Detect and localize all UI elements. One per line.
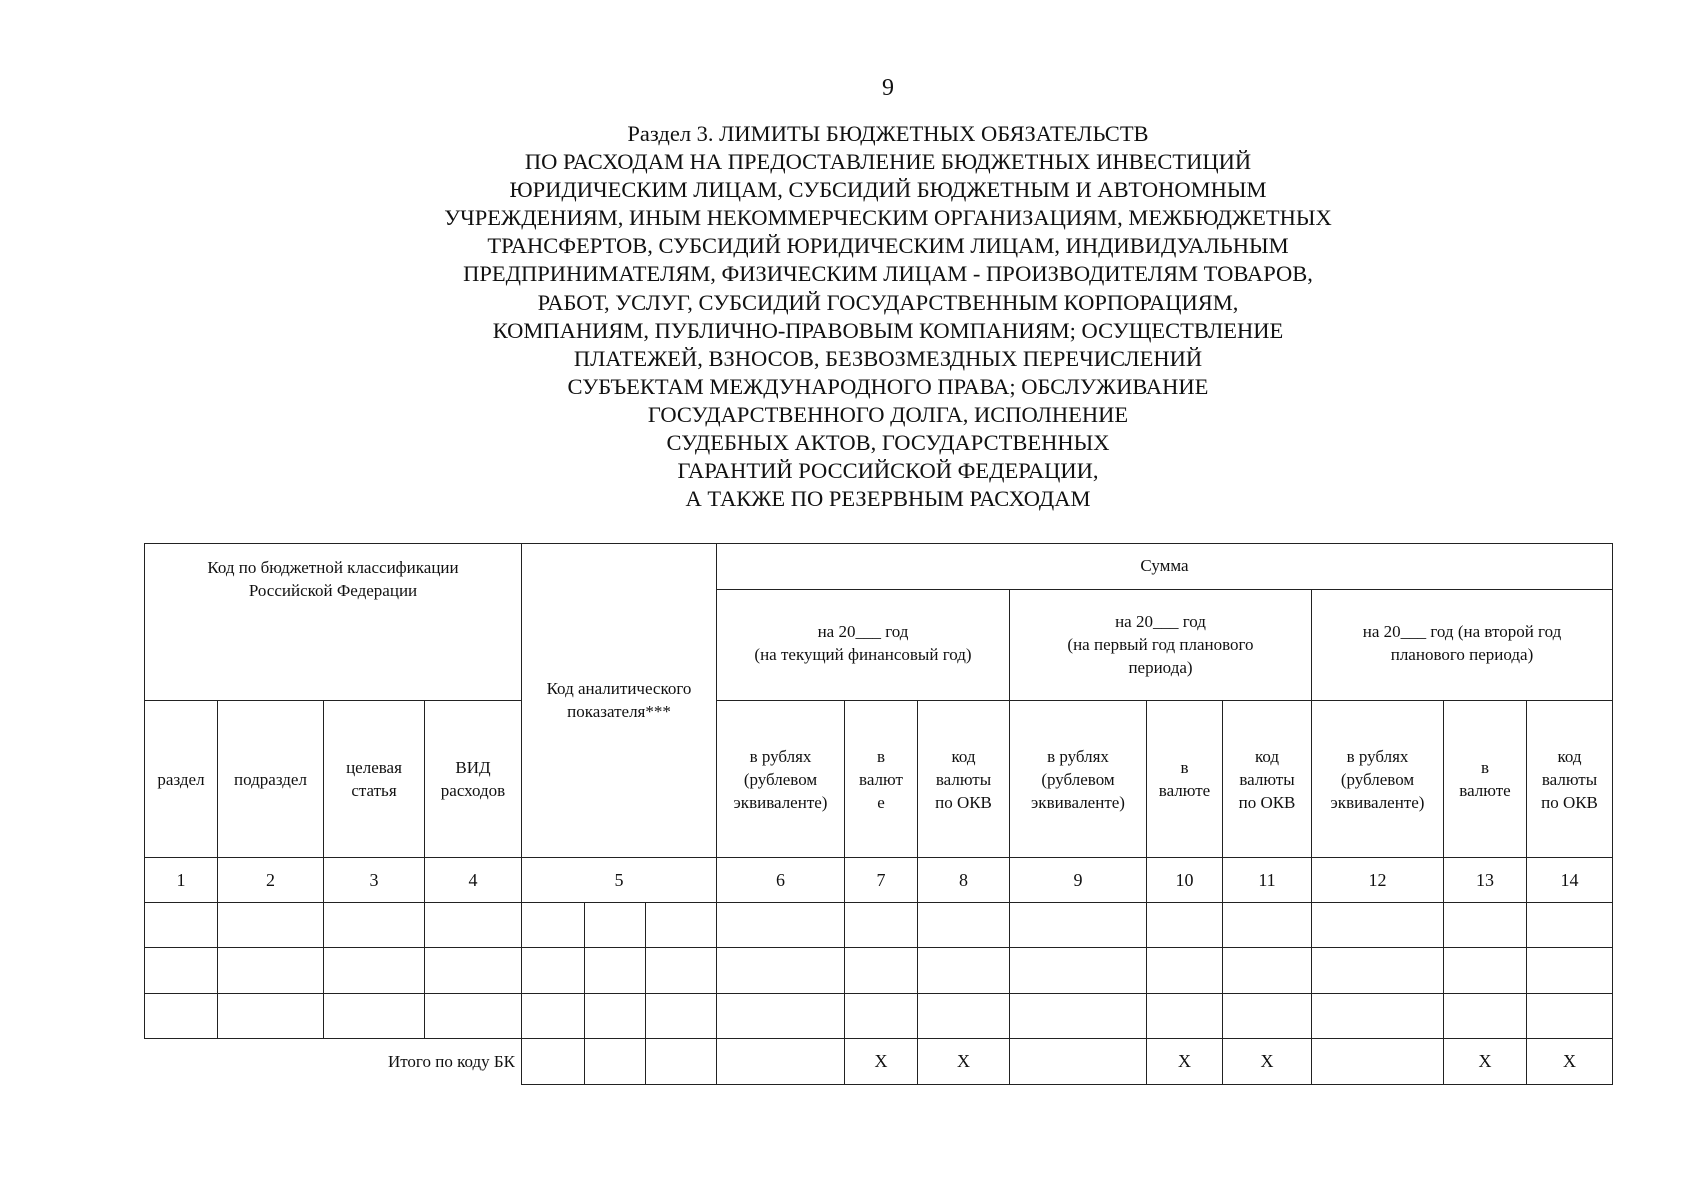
table-cell[interactable] — [1223, 994, 1312, 1039]
x-mark: X — [918, 1039, 1010, 1085]
kbk-header: Код по бюджетной классификации Российской Федерации — [145, 544, 522, 701]
column-number: 11 — [1223, 858, 1312, 903]
x-mark: X — [1444, 1039, 1527, 1085]
table-cell[interactable] — [145, 994, 218, 1039]
title-line: ПРЕДПРИНИМАТЕЛЯМ, ФИЗИЧЕСКИМ ЛИЦАМ - ПРОИЗВОДИТЕЛЯМ ТОВАРОВ, — [463, 261, 1313, 287]
table-cell[interactable] — [646, 948, 717, 994]
column-number: 10 — [1147, 858, 1223, 903]
col-okv-header: код валюты по ОКВ — [918, 701, 1010, 858]
title-line: ПО РАСХОДАМ НА ПРЕДОСТАВЛЕНИЕ БЮДЖЕТНЫХ ИНВЕСТИЦИЙ — [524, 149, 1252, 175]
title-line: СУБЪЕКТАМ МЕЖДУНАРОДНОГО ПРАВА; ОБСЛУЖИВАНИЕ — [567, 373, 1209, 399]
table-cell[interactable] — [1010, 1039, 1147, 1085]
table-cell[interactable] — [145, 903, 218, 948]
table-cell[interactable] — [1444, 903, 1527, 948]
table-cell[interactable] — [324, 994, 425, 1039]
table-cell[interactable] — [1223, 903, 1312, 948]
table-cell[interactable] — [646, 903, 717, 948]
table-row — [145, 903, 1613, 948]
title-line: СУДЕБНЫХ АКТОВ, ГОСУДАРСТВЕННЫХ — [666, 430, 1110, 456]
table-cell[interactable] — [1010, 903, 1147, 948]
col-razdel-header: раздел — [145, 701, 218, 858]
x-mark: X — [1147, 1039, 1223, 1085]
x-mark: X — [1223, 1039, 1312, 1085]
table-cell[interactable] — [918, 903, 1010, 948]
title-line: КОМПАНИЯМ, ПУБЛИЧНО-ПРАВОВЫМ КОМПАНИЯМ; ОСУЩЕСТВЛЕНИЕ — [492, 317, 1284, 343]
table-cell[interactable] — [522, 994, 585, 1039]
table-cell[interactable] — [1010, 994, 1147, 1039]
table-cell[interactable] — [1010, 948, 1147, 994]
x-mark: X — [845, 1039, 918, 1085]
table-cell[interactable] — [845, 994, 918, 1039]
table-cell[interactable] — [717, 994, 845, 1039]
col-rub-header: в рублях (рублевом эквиваленте) — [717, 701, 845, 858]
sum-header: Сумма — [717, 544, 1613, 590]
table-cell[interactable] — [646, 1039, 717, 1085]
limits-table — [144, 543, 1613, 1085]
title-line: УЧРЕЖДЕНИЯМ, ИНЫМ НЕКОММЕРЧЕСКИМ ОРГАНИЗАЦИЯМ, МЕЖБЮДЖЕТНЫХ — [444, 205, 1332, 231]
table-cell[interactable] — [145, 948, 218, 994]
col-rub-header: в рублях (рублевом эквиваленте) — [1010, 701, 1147, 858]
period-current-header: на 20___ год (на текущий финансовый год) — [717, 590, 1010, 701]
table-cell[interactable] — [1147, 903, 1223, 948]
table-cell[interactable] — [1312, 903, 1444, 948]
table-row — [145, 994, 1613, 1039]
col-val-header: в валюте — [1147, 701, 1223, 858]
col-podrazdel-header: подраздел — [218, 701, 324, 858]
table-cell[interactable] — [585, 994, 646, 1039]
section-title — [0, 120, 1698, 513]
col-okv-header: код валюты по ОКВ — [1527, 701, 1613, 858]
title-line: Раздел 3. ЛИМИТЫ БЮДЖЕТНЫХ ОБЯЗАТЕЛЬСТВ — [627, 121, 1149, 146]
title-line: А ТАКЖЕ ПО РЕЗЕРВНЫМ РАСХОДАМ — [685, 486, 1091, 512]
col-rub-header: в рублях (рублевом эквиваленте) — [1312, 701, 1444, 858]
table-cell[interactable] — [1444, 948, 1527, 994]
total-label: Итого по коду БК — [145, 1039, 522, 1085]
table-cell[interactable] — [845, 903, 918, 948]
column-number: 7 — [845, 858, 918, 903]
table-cell[interactable] — [585, 903, 646, 948]
page-number: 9 — [882, 75, 894, 101]
column-number: 5 — [522, 858, 717, 903]
table-cell[interactable] — [646, 994, 717, 1039]
x-mark: X — [1527, 1039, 1613, 1085]
table-cell[interactable] — [585, 1039, 646, 1085]
title-line: ГАРАНТИЙ РОССИЙСКОЙ ФЕДЕРАЦИИ, — [677, 458, 1099, 484]
table-cell[interactable] — [1223, 948, 1312, 994]
table-cell[interactable] — [918, 994, 1010, 1039]
column-number: 13 — [1444, 858, 1527, 903]
period-first-header: на 20___ год (на первый год планового периода) — [1010, 590, 1312, 701]
column-number-row — [145, 858, 1613, 903]
table-cell[interactable] — [717, 948, 845, 994]
table-cell[interactable] — [717, 903, 845, 948]
col-val-header: в валюте — [1444, 701, 1527, 858]
table-cell[interactable] — [425, 994, 522, 1039]
column-number: 6 — [717, 858, 845, 903]
table-cell[interactable] — [1312, 1039, 1444, 1085]
table-cell[interactable] — [918, 948, 1010, 994]
col-okv-header: код валюты по ОКВ — [1223, 701, 1312, 858]
table-cell[interactable] — [522, 903, 585, 948]
table-cell[interactable] — [717, 1039, 845, 1085]
title-line: РАБОТ, УСЛУГ, СУБСИДИЙ ГОСУДАРСТВЕННЫМ КОРПОРАЦИЯМ, — [537, 289, 1239, 315]
table-cell[interactable] — [218, 903, 324, 948]
table-cell[interactable] — [324, 948, 425, 994]
table-cell[interactable] — [845, 948, 918, 994]
period-second-header: на 20___ год (на второй год планового периода) — [1312, 590, 1613, 701]
table-cell[interactable] — [425, 948, 522, 994]
column-number: 9 — [1010, 858, 1147, 903]
total-row — [145, 1039, 1613, 1085]
column-number: 2 — [218, 858, 324, 903]
table-cell[interactable] — [522, 1039, 585, 1085]
table-cell[interactable] — [1527, 948, 1613, 994]
table-cell[interactable] — [522, 948, 585, 994]
title-line: ГОСУДАРСТВЕННОГО ДОЛГА, ИСПОЛНЕНИЕ — [647, 401, 1129, 427]
table-cell[interactable] — [324, 903, 425, 948]
table-cell[interactable] — [1312, 948, 1444, 994]
table-cell[interactable] — [218, 948, 324, 994]
title-line: ТРАНСФЕРТОВ, СУБСИДИЙ ЮРИДИЧЕСКИМ ЛИЦАМ, ИНДИВИДУАЛЬНЫМ — [487, 233, 1289, 259]
table-cell[interactable] — [1147, 948, 1223, 994]
title-line: ПЛАТЕЖЕЙ, ВЗНОСОВ, БЕЗВОЗМЕЗДНЫХ ПЕРЕЧИСЛЕНИЙ — [573, 345, 1203, 371]
column-number: 4 — [425, 858, 522, 903]
table-cell[interactable] — [425, 903, 522, 948]
table-cell[interactable] — [1312, 994, 1444, 1039]
col-vid-header: ВИД расходов — [425, 701, 522, 858]
table-cell[interactable] — [1444, 994, 1527, 1039]
title-line: ЮРИДИЧЕСКИМ ЛИЦАМ, СУБСИДИЙ БЮДЖЕТНЫМ И АВТОНОМНЫМ — [509, 177, 1267, 203]
column-number: 14 — [1527, 858, 1613, 903]
table-cell[interactable] — [1147, 994, 1223, 1039]
column-number: 3 — [324, 858, 425, 903]
table-cell[interactable] — [1527, 994, 1613, 1039]
table-cell[interactable] — [218, 994, 324, 1039]
col-celevaya-header: целевая статья — [324, 701, 425, 858]
analytic-code-header: Код аналитического показателя*** — [522, 544, 717, 858]
table-cell[interactable] — [1527, 903, 1613, 948]
table-row — [145, 948, 1613, 994]
column-number: 1 — [145, 858, 218, 903]
column-number: 8 — [918, 858, 1010, 903]
col-val-header: в валют е — [845, 701, 918, 858]
column-number: 12 — [1312, 858, 1444, 903]
table-cell[interactable] — [585, 948, 646, 994]
